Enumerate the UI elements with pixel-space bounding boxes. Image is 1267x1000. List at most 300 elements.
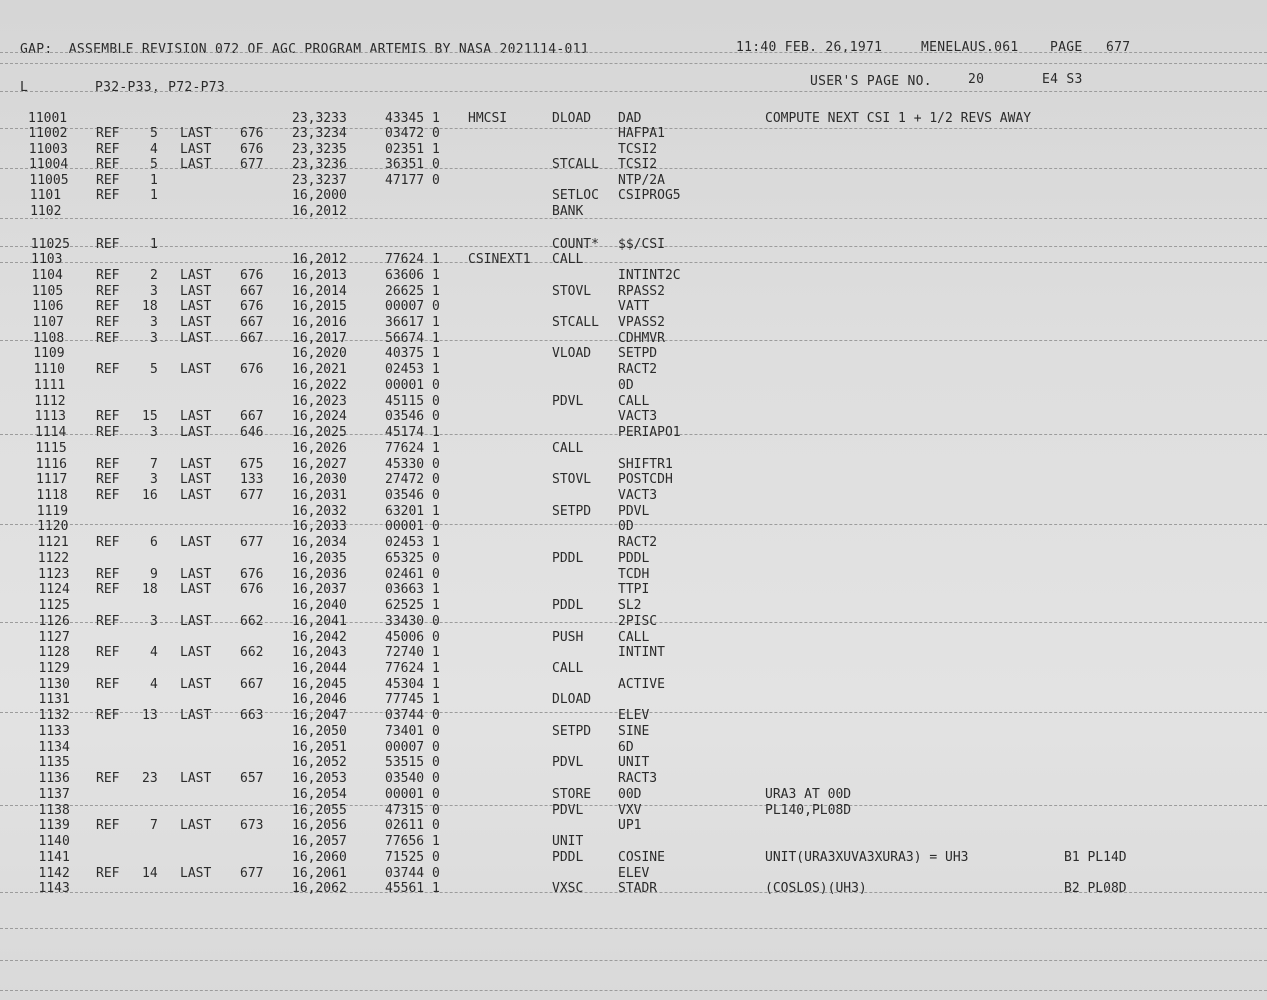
opcode: CALL: [552, 661, 584, 677]
object-code: 72740 1: [385, 645, 440, 661]
line-number: 1132: [38, 708, 70, 724]
opcode: SETLOC: [552, 188, 599, 204]
operand: SHIFTR1: [618, 456, 673, 472]
ref-count: 7: [150, 456, 158, 472]
note: B2 PL08D: [1064, 881, 1127, 897]
last-page: 662: [240, 613, 264, 629]
last-label: LAST: [180, 582, 212, 598]
operand: 2PISC: [618, 613, 658, 629]
object-code: 77656 1: [385, 834, 440, 850]
address: 23,3233: [292, 111, 347, 126]
object-code: 65325 0: [385, 550, 440, 566]
operand: VACT3: [618, 409, 658, 425]
listing-row: [0, 488, 1267, 504]
object-code: 45115 0: [385, 393, 440, 409]
listing-source-name: MENELAUS.061: [921, 40, 1019, 55]
listing-row: [0, 803, 1267, 819]
listing-row: [0, 188, 1267, 204]
ref-label: REF: [96, 645, 120, 661]
operand: TCSI2: [618, 157, 658, 173]
line-number: 1102: [30, 203, 62, 219]
listing-row: [0, 441, 1267, 457]
line-number: 1110: [33, 362, 65, 378]
address: 16,2042: [292, 629, 347, 645]
listing-row: [0, 362, 1267, 378]
address: 16,2036: [292, 566, 347, 582]
address: 16,2033: [292, 519, 347, 535]
last-label: LAST: [180, 283, 212, 299]
opcode: UNIT: [552, 834, 584, 850]
last-page: 675: [240, 456, 264, 472]
page-number: 677: [1106, 40, 1131, 55]
last-label: LAST: [180, 818, 212, 834]
line-number: 1114: [35, 425, 67, 441]
line-number: 11001: [28, 111, 68, 126]
object-code: 53515 0: [385, 755, 440, 771]
ref-label: REF: [96, 172, 120, 188]
last-page: 133: [240, 472, 264, 488]
opcode: STCALL: [552, 314, 599, 330]
listing-row: [0, 866, 1267, 882]
opcode: VLOAD: [552, 346, 592, 362]
last-page: 646: [240, 425, 264, 441]
address: 16,2014: [292, 283, 347, 299]
listing-row: [0, 126, 1267, 142]
last-page: 667: [240, 676, 264, 692]
last-label: LAST: [180, 613, 212, 629]
line-number: 1134: [38, 739, 70, 755]
operand: RPASS2: [618, 283, 665, 299]
operand: HAFPA1: [618, 126, 665, 142]
listing-row: [0, 614, 1267, 630]
listing-row: [0, 142, 1267, 158]
listing-row: [0, 535, 1267, 551]
object-code: 03663 1: [385, 582, 440, 598]
line-number: 1119: [36, 503, 69, 519]
object-code: 00007 0: [385, 739, 440, 755]
last-page: 663: [240, 708, 264, 724]
operand: STADR: [618, 881, 658, 897]
address: 16,2040: [292, 598, 347, 614]
opcode: DLOAD: [552, 692, 592, 708]
address: 16,2021: [292, 362, 347, 378]
object-code: 45561 1: [385, 881, 440, 897]
last-label: LAST: [180, 771, 212, 787]
comment: URA3 AT 00D: [765, 786, 852, 802]
line-number: 1108: [32, 330, 65, 346]
object-code: 45330 0: [385, 456, 440, 472]
listing-row: [0, 237, 1267, 253]
ref-label: REF: [96, 330, 120, 346]
ref-count: 3: [150, 613, 158, 629]
opcode: PUSH: [552, 629, 584, 645]
object-code: 02351 1: [385, 141, 440, 157]
last-label: LAST: [180, 425, 212, 441]
listing-row: [0, 457, 1267, 473]
opcode: PDDL: [552, 849, 584, 865]
address: 16,2041: [292, 613, 347, 629]
last-page: 667: [240, 409, 264, 425]
ref-count: 1: [150, 172, 158, 188]
last-label: LAST: [180, 299, 212, 315]
listing-row: [0, 881, 1267, 897]
operand: NTP/2A: [618, 172, 665, 188]
operand: VACT3: [618, 488, 658, 503]
opcode: PDDL: [552, 598, 584, 614]
line-number: 1112: [34, 393, 66, 409]
ref-count: 18: [142, 299, 158, 315]
address: 23,3234: [292, 126, 347, 142]
opcode: STOVL: [552, 472, 592, 488]
ref-count: 4: [150, 141, 158, 157]
operand: PERIAPO1: [618, 425, 681, 441]
line-number: 1124: [38, 582, 70, 598]
ref-label: REF: [96, 488, 120, 503]
form-rule: [0, 960, 1267, 961]
object-code: 03744 0: [385, 708, 440, 724]
line-number: 1135: [38, 755, 70, 771]
listing-row: [0, 551, 1267, 567]
operand: $$/CSI: [618, 236, 665, 252]
object-code: 27472 0: [385, 472, 440, 488]
ref-label: REF: [96, 188, 120, 204]
address: 23,3236: [292, 157, 347, 173]
comment: COMPUTE NEXT CSI 1 + 1/2 REVS AWAY: [765, 111, 1032, 126]
line-number: 1111: [33, 377, 66, 393]
address: 16,2053: [292, 771, 347, 787]
last-label: LAST: [180, 676, 212, 692]
operand: SL2: [618, 598, 642, 614]
listing-row: [0, 692, 1267, 708]
ref-count: 5: [150, 157, 158, 173]
form-rule: [0, 52, 1267, 53]
object-code: 02453 1: [385, 362, 440, 378]
form-rule: [0, 91, 1267, 92]
listing-row: [0, 394, 1267, 410]
operand: TTPI: [618, 582, 650, 598]
address: 16,2045: [292, 676, 347, 692]
last-label: LAST: [180, 456, 212, 472]
object-code: 36617 1: [385, 314, 440, 330]
operand: 0D: [618, 377, 634, 393]
last-page: 677: [240, 157, 264, 173]
address: 16,2000: [292, 188, 347, 204]
comment: (COSLOS)(UH3): [765, 881, 867, 897]
listing-title: GAP: ASSEMBLE REVISION 072 OF AGC PROGRAM ARTEMIS BY NASA 2021114-011: [20, 42, 589, 57]
operand: ACTIVE: [618, 676, 665, 692]
last-page: 673: [240, 818, 264, 834]
last-label: LAST: [180, 535, 212, 551]
operand: UNIT: [618, 755, 650, 771]
address: 23,3237: [292, 172, 347, 188]
line-number: 1120: [37, 519, 69, 535]
address: 16,2025: [292, 425, 347, 441]
listing-row: [0, 111, 1267, 127]
line-number: 1139: [38, 818, 70, 834]
opcode: CALL: [552, 252, 584, 268]
listing-row: [0, 346, 1267, 362]
last-label: LAST: [180, 314, 212, 330]
ref-count: 5: [150, 126, 158, 142]
ref-label: REF: [96, 865, 120, 881]
last-label: LAST: [180, 409, 212, 425]
object-code: 03546 0: [385, 488, 440, 503]
listing-row: [0, 331, 1267, 347]
address: 16,2031: [292, 488, 347, 503]
operand: RACT2: [618, 535, 658, 551]
operand: PDDL: [618, 550, 650, 566]
users-page-label: USER'S PAGE NO.: [810, 74, 932, 89]
operand: RACT3: [618, 771, 658, 787]
last-label: LAST: [180, 330, 212, 346]
last-label: LAST: [180, 708, 212, 724]
object-code: 03744 0: [385, 865, 440, 881]
object-code: 43345 1: [385, 111, 440, 126]
last-page: 667: [240, 330, 264, 346]
address: 16,2017: [292, 330, 347, 346]
ref-label: REF: [96, 425, 120, 441]
listing-row: [0, 740, 1267, 756]
listing-subtitle: P32-P33, P72-P73: [95, 80, 226, 95]
listing-row: [0, 157, 1267, 173]
object-code: 02611 0: [385, 818, 440, 834]
line-number: 1123: [38, 566, 70, 582]
line-number: 1136: [38, 771, 70, 787]
line-number: 1115: [35, 440, 67, 456]
line-number: 1126: [38, 613, 70, 629]
ref-count: 3: [150, 283, 158, 299]
ref-count: 1: [150, 188, 158, 204]
opcode: PDVL: [552, 755, 584, 771]
ref-label: REF: [96, 362, 120, 378]
operand: CDHMVR: [618, 330, 665, 346]
ref-count: 9: [150, 566, 158, 582]
address: 16,2012: [292, 252, 347, 268]
opcode: STCALL: [552, 157, 599, 173]
address: 16,2054: [292, 786, 347, 802]
operand: SETPD: [618, 346, 658, 362]
line-number: 11025: [30, 236, 70, 252]
operand: PDVL: [618, 503, 650, 519]
last-label: LAST: [180, 126, 212, 142]
address: 16,2043: [292, 645, 347, 661]
ref-count: 14: [142, 865, 158, 881]
object-code: 77624 1: [385, 440, 440, 456]
line-number: 1129: [38, 661, 70, 677]
listing-row: [0, 582, 1267, 598]
ref-label: REF: [96, 818, 120, 834]
listing-row: [0, 425, 1267, 441]
ref-label: REF: [96, 472, 120, 488]
listing-row: [0, 661, 1267, 677]
object-code: 77624 1: [385, 661, 440, 677]
operand: VXV: [618, 802, 642, 818]
operand: COSINE: [618, 849, 665, 865]
object-code: 33430 0: [385, 613, 440, 629]
last-page: 676: [240, 566, 264, 582]
object-code: 03540 0: [385, 771, 440, 787]
ref-label: REF: [96, 126, 120, 142]
opcode: PDDL: [552, 550, 584, 566]
opcode: VXSC: [552, 881, 584, 897]
ref-count: 16: [142, 488, 158, 503]
opcode: DLOAD: [552, 111, 592, 126]
address: 16,2035: [292, 550, 347, 566]
address: 16,2055: [292, 802, 347, 818]
object-code: 40375 1: [385, 346, 440, 362]
line-number: 1140: [38, 834, 70, 850]
operand: INTINT: [618, 645, 665, 661]
object-code: 00001 0: [385, 377, 440, 393]
ref-count: 6: [150, 535, 158, 551]
last-page: 667: [240, 283, 264, 299]
operand: INTINT2C: [618, 267, 681, 283]
listing-row: [0, 219, 1267, 235]
object-code: 71525 0: [385, 849, 440, 865]
object-code: 73401 0: [385, 723, 440, 739]
address: 16,2047: [292, 708, 347, 724]
line-number: 1107: [32, 314, 64, 330]
listing-row: [0, 519, 1267, 535]
object-code: 00007 0: [385, 299, 440, 315]
ref-label: REF: [96, 267, 120, 283]
ref-label: REF: [96, 708, 120, 724]
line-number: 11002: [28, 126, 68, 142]
opcode: PDVL: [552, 393, 584, 409]
ref-label: REF: [96, 582, 120, 598]
object-code: 00001 0: [385, 786, 440, 802]
ref-label: REF: [96, 676, 120, 692]
object-code: 77624 1: [385, 252, 440, 268]
listing-row: [0, 567, 1267, 583]
address: 16,2027: [292, 456, 347, 472]
address: 16,2034: [292, 535, 347, 551]
line-number: 1125: [38, 598, 70, 614]
object-code: 56674 1: [385, 330, 440, 346]
last-page: 676: [240, 362, 264, 378]
address: 16,2060: [292, 849, 347, 865]
ref-count: 1: [150, 236, 158, 252]
last-page: 662: [240, 645, 264, 661]
operand: CSIPROG5: [618, 188, 681, 204]
ref-label: REF: [96, 236, 120, 252]
opcode: STOVL: [552, 283, 592, 299]
listing-row: [0, 677, 1267, 693]
address: 16,2020: [292, 346, 347, 362]
last-label: LAST: [180, 472, 212, 488]
line-number: 1133: [38, 723, 70, 739]
last-label: LAST: [180, 267, 212, 283]
ref-count: 4: [150, 645, 158, 661]
listing-row: [0, 724, 1267, 740]
last-page: 677: [240, 865, 264, 881]
address: 23,3235: [292, 141, 347, 157]
ref-count: 5: [150, 362, 158, 378]
listing-row: [0, 645, 1267, 661]
line-number: 1141: [38, 849, 70, 865]
line-number: 11004: [29, 157, 69, 173]
address: 16,2056: [292, 818, 347, 834]
opcode: SETPD: [552, 503, 592, 519]
opcode: STORE: [552, 786, 592, 802]
left-code: L: [20, 80, 29, 95]
last-label: LAST: [180, 488, 212, 503]
address: 16,2024: [292, 409, 347, 425]
ref-count: 7: [150, 818, 158, 834]
ref-label: REF: [96, 535, 120, 551]
address: 16,2030: [292, 472, 347, 488]
listing-row: [0, 504, 1267, 520]
address: 16,2046: [292, 692, 347, 708]
listing-row: [0, 818, 1267, 834]
listing-row: [0, 708, 1267, 724]
ref-count: 23: [142, 771, 158, 787]
last-label: LAST: [180, 645, 212, 661]
line-number: 1104: [31, 267, 63, 283]
object-code: 03546 0: [385, 409, 440, 425]
operand: VPASS2: [618, 314, 665, 330]
operand: POSTCDH: [618, 472, 673, 488]
ref-label: REF: [96, 566, 120, 582]
ref-count: 15: [142, 409, 158, 425]
operand: VATT: [618, 299, 650, 315]
address: 16,2022: [292, 377, 347, 393]
operand: RACT2: [618, 362, 658, 378]
line-number: 1131: [38, 692, 70, 708]
object-code: 47177 0: [385, 172, 440, 188]
comment: PL140,PL08D: [765, 802, 852, 818]
operand: DAD: [618, 111, 642, 126]
ref-label: REF: [96, 456, 120, 472]
listing-row: [0, 268, 1267, 284]
ref-label: REF: [96, 613, 120, 629]
opcode: COUNT*: [552, 236, 599, 252]
ref-count: 2: [150, 267, 158, 283]
opcode: PDVL: [552, 802, 584, 818]
comment: UNIT(URA3XUVA3XURA3) = UH3: [765, 849, 969, 865]
ref-count: 3: [150, 472, 158, 488]
line-number: 1142: [38, 865, 70, 881]
listing-row: [0, 598, 1267, 614]
listing-row: [0, 787, 1267, 803]
ref-label: REF: [96, 283, 120, 299]
line-number: 1101: [29, 188, 62, 204]
ref-label: REF: [96, 299, 120, 315]
address: 16,2016: [292, 314, 347, 330]
address: 16,2051: [292, 739, 347, 755]
object-code: 45174 1: [385, 425, 440, 441]
operand: ELEV: [618, 708, 650, 724]
line-number: 1117: [36, 472, 68, 488]
listing-row: [0, 299, 1267, 315]
last-page: 667: [240, 314, 264, 330]
listing-timestamp: 11:40 FEB. 26,1971: [736, 40, 883, 55]
address: 16,2044: [292, 661, 347, 677]
operand: SINE: [618, 723, 650, 739]
line-number: 1105: [31, 283, 64, 299]
last-page: 657: [240, 771, 264, 787]
last-label: LAST: [180, 157, 212, 173]
object-code: 45304 1: [385, 676, 440, 692]
address: 16,2057: [292, 834, 347, 850]
line-number: 11005: [29, 172, 69, 188]
object-code: 36351 0: [385, 157, 440, 173]
operand: 0D: [618, 519, 634, 535]
listing-row: [0, 409, 1267, 425]
address: 16,2015: [292, 299, 347, 315]
address: 16,2050: [292, 723, 347, 739]
object-code: 45006 0: [385, 629, 440, 645]
